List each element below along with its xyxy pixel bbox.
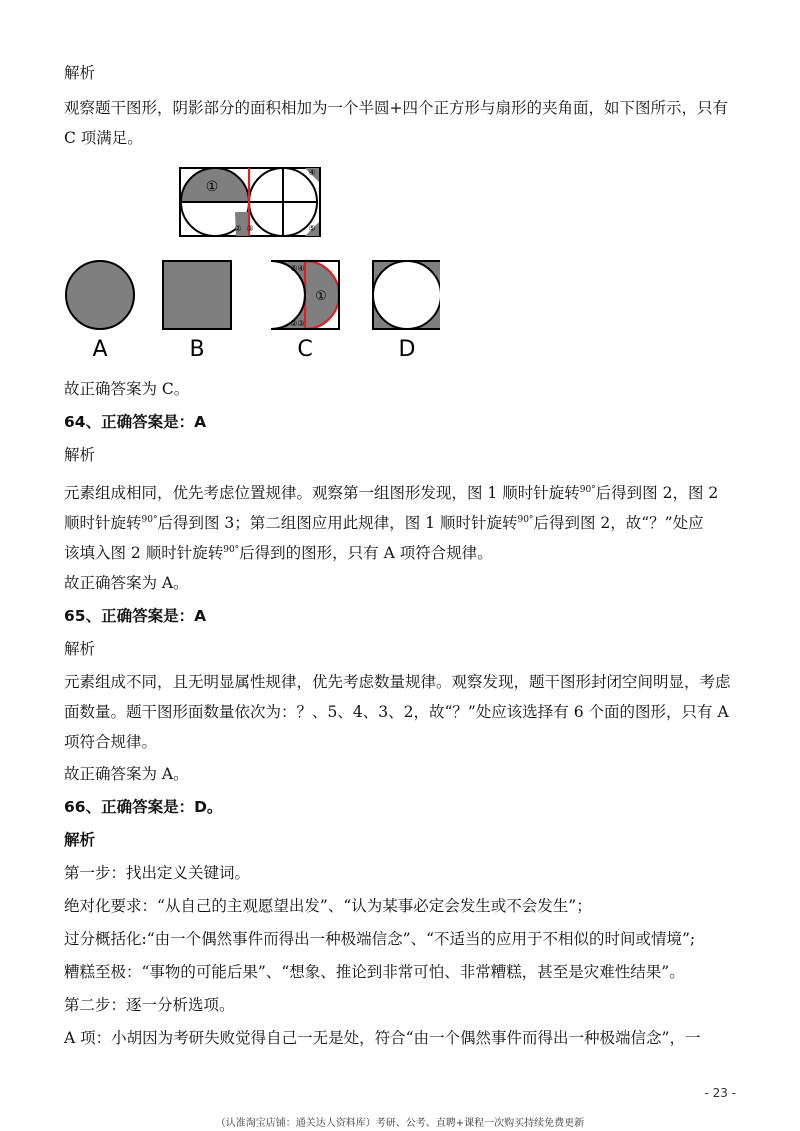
option-c-marker-2: ② — [290, 319, 298, 328]
figure-diagram — [60, 160, 440, 360]
option-c-marker-3: ③ — [297, 319, 305, 328]
page-footer: （认准淘宝店铺：通关达人资料库）考研、公考、直聘+课程一次购买持续免费更新 — [215, 1118, 585, 1129]
q66-heading: 解析 — [64, 831, 96, 849]
q66-line-1: 第一步：找出定义关键词。 — [64, 864, 251, 882]
q64-line-3: 该填入图 2 顺时针旋转$^{90^\circ}$后得到的图形，只有 A 项符合规律。 — [64, 544, 493, 563]
marker-4: ④ — [308, 168, 316, 177]
q66-line-5: 第二步：逐一分析选项。 — [64, 996, 235, 1014]
page-number: - 23 - — [704, 1086, 736, 1100]
option-c-marker-1: ① — [315, 289, 327, 304]
section-heading: 解析 — [64, 64, 96, 82]
option-b-figure — [163, 261, 231, 360]
option-a-label: A — [92, 337, 108, 360]
marker-1: ① — [205, 179, 219, 195]
marker-3: ③ — [246, 224, 254, 233]
q66-line-4: 糟糕至极：“事物的可能后果”、“想象、推论到非常可怕、非常糟糕，甚至是灾难性结果”。 — [64, 963, 685, 981]
q64-line-1: 元素组成相同，优先考虑位置规律。观察第一组图形发现，图 1 顺时针旋转$^{90^\circ}$后得到图 2，图 2 — [64, 484, 719, 503]
q66-line-3: 过分概括化:“由一个偶然事件而得出一种极端信念”、“不适当的应用于不相似的时间或情境”; — [64, 930, 696, 948]
option-c-figure — [271, 261, 339, 360]
q64-line-2: 顺时针旋转$^{90^\circ}$后得到图 3；第二组图应用此规律，图 1 顺时针旋转$^{90^\circ}$后得到图 2，故“？”处应 — [64, 514, 704, 533]
q64-title: 64、正确答案是：A — [64, 413, 207, 431]
q65-answer: 故正确答案为 A。 — [64, 765, 189, 783]
option-c-marker-5: ⑤ — [290, 264, 298, 273]
option-d-label: D — [398, 337, 416, 360]
q66-line-6: A 项：小胡因为考研失败觉得自己一无是处，符合“由一个偶然事件而得出一种极端信念”，一 — [64, 1029, 701, 1047]
option-b-label: B — [189, 337, 205, 360]
explanation-paragraph: 观察题干图形，阴影部分的面积相加为一个半圆+四个正方形与扇形的夹角面，如下图所示，只有 C 项满足。 — [64, 99, 728, 147]
q64-answer: 故正确答案为 A。 — [64, 574, 189, 592]
q65-paragraph: 元素组成不同，且无明显属性规律，优先考虑数量规律。观察发现，题干图形封闭空间明显，考虑面数量。题干图形面数量依次为：？、5、4、3、2，故“？”处应该选择有 6 个面的图形，只有 A 项符合规律。 — [64, 673, 731, 751]
option-d-figure — [373, 261, 440, 360]
option-c-label: C — [297, 337, 313, 360]
q65-title: 65、正确答案是：A — [64, 607, 207, 625]
option-c-marker-4: ④ — [297, 264, 305, 273]
q65-heading: 解析 — [64, 640, 96, 658]
q66-title: 66、正确答案是：D。 — [64, 798, 223, 816]
q64-heading: 解析 — [64, 446, 96, 464]
option-a-figure — [66, 261, 134, 360]
marker-2: ② — [234, 224, 242, 233]
q66-line-2: 绝对化要求：“从自己的主观愿望出发”、“认为某事必定会发生或不会发生”； — [64, 897, 592, 915]
answer-63: 故正确答案为 C。 — [64, 380, 190, 398]
marker-5: ⑤ — [308, 224, 316, 233]
question-figure — [180, 168, 320, 236]
